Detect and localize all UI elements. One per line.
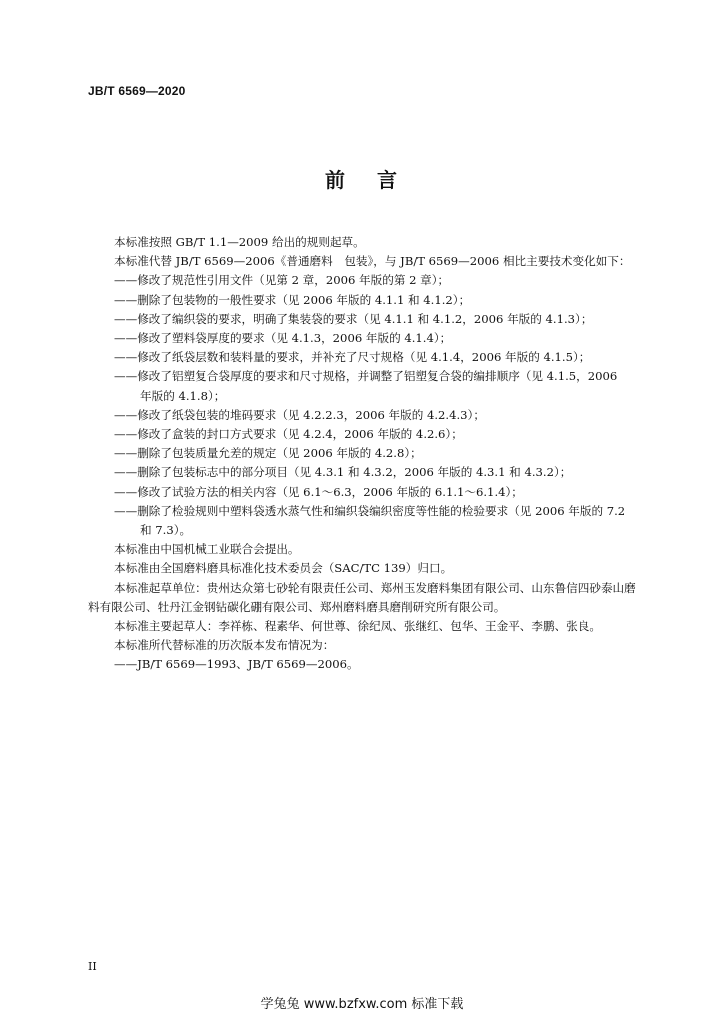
paragraph-history: 本标准所代替标准的历次版本发布情况为： [114,638,335,653]
change-item-line-2: 和 7.3）。 [140,523,192,538]
change-item-line-1: ——删除了检验规则中塑料袋透水蒸气性和编织袋编织密度等性能的检验要求（见 2006 年版的 7.2 [114,503,626,518]
page-title [0,164,724,193]
paragraph-replaces: 本标准代替 JB/T 6569—2006《普通磨料 包装》，与 JB/T 6569—2006 相比主要技术变化如下： [114,254,631,269]
page-number: II [88,960,97,973]
change-item [88,502,636,540]
change-item: ——修改了编织袋的要求，明确了集装袋的要求（见 4.1.1 和 4.1.2，2006 年版的 4.1.3）； [114,311,593,326]
paragraph-committee: 本标准由全国磨料磨具标准化技术委员会（SAC/TC 139）归口。 [114,561,453,576]
standard-code: JB/T 6569—2020 [88,84,186,98]
change-item: ——修改了塑料袋厚度的要求（见 4.1.3，2006 年版的 4.1.4）； [114,331,452,346]
title-char-1: 前 [325,168,347,192]
change-item: ——删除了包装物的一般性要求（见 2006 年版的 4.1.1 和 4.1.2）； [114,292,471,307]
foreword-body [88,233,636,675]
paragraph-drafting-rules: 本标准按照 GB/T 1.1—2009 给出的规则起草。 [114,235,365,249]
title-char-2: 言 [377,168,399,192]
change-item: ——修改了规范性引用文件（见第 2 章，2006 年版的第 2 章）； [114,273,450,288]
change-item-line-1: ——修改了铝塑复合袋厚度的要求和尺寸规格，并调整了铝塑复合袋的编排顺序（见 4.1.5，2006 [114,369,618,384]
change-item: ——修改了试验方法的相关内容（见 6.1～6.3，2006 年版的 6.1.1～6.1.4）； [114,484,523,499]
paragraph-drafting-units: 本标准起草单位：贵州达众第七砂轮有限责任公司、郑州玉发磨料集团有限公司、山东鲁信四砂泰山磨料有限公司、牡丹江金钢钻碳化硼有限公司、郑州磨料磨具磨削研究所有限公司。 [88,580,636,614]
history-item: ——JB/T 6569—1993、JB/T 6569—2006。 [114,657,359,672]
change-item: ——修改了纸袋层数和装料量的要求，并补充了尺寸规格（见 4.1.4，2006 年版的 4.1.5）； [114,350,591,365]
change-item: ——修改了盒装的封口方式要求（见 4.2.4，2006 年版的 4.2.6）； [114,427,463,442]
change-item: ——删除了包装质量允差的规定（见 2006 年版的 4.2.8）； [114,446,422,461]
change-item: ——修改了纸袋包装的堆码要求（见 4.2.2.3，2006 年版的 4.2.4.3）； [114,407,485,422]
paragraph-proposed-by: 本标准由中国机械工业联合会提出。 [114,542,300,557]
change-item: ——删除了包装标志中的部分项目（见 4.3.1 和 4.3.2，2006 年版的 4.3.1 和 4.3.2）； [114,465,572,480]
footer-watermark: 学兔兔 www.bzfxw.com 标准下载 [260,997,464,1012]
change-item [88,367,636,405]
change-item-line-2: 年版的 4.1.8）； [140,388,226,403]
paragraph-drafters: 本标准主要起草人：李祥栋、程素华、何世尊、徐纪凤、张继红、包华、王金平、李鹏、张良。 [114,619,601,634]
